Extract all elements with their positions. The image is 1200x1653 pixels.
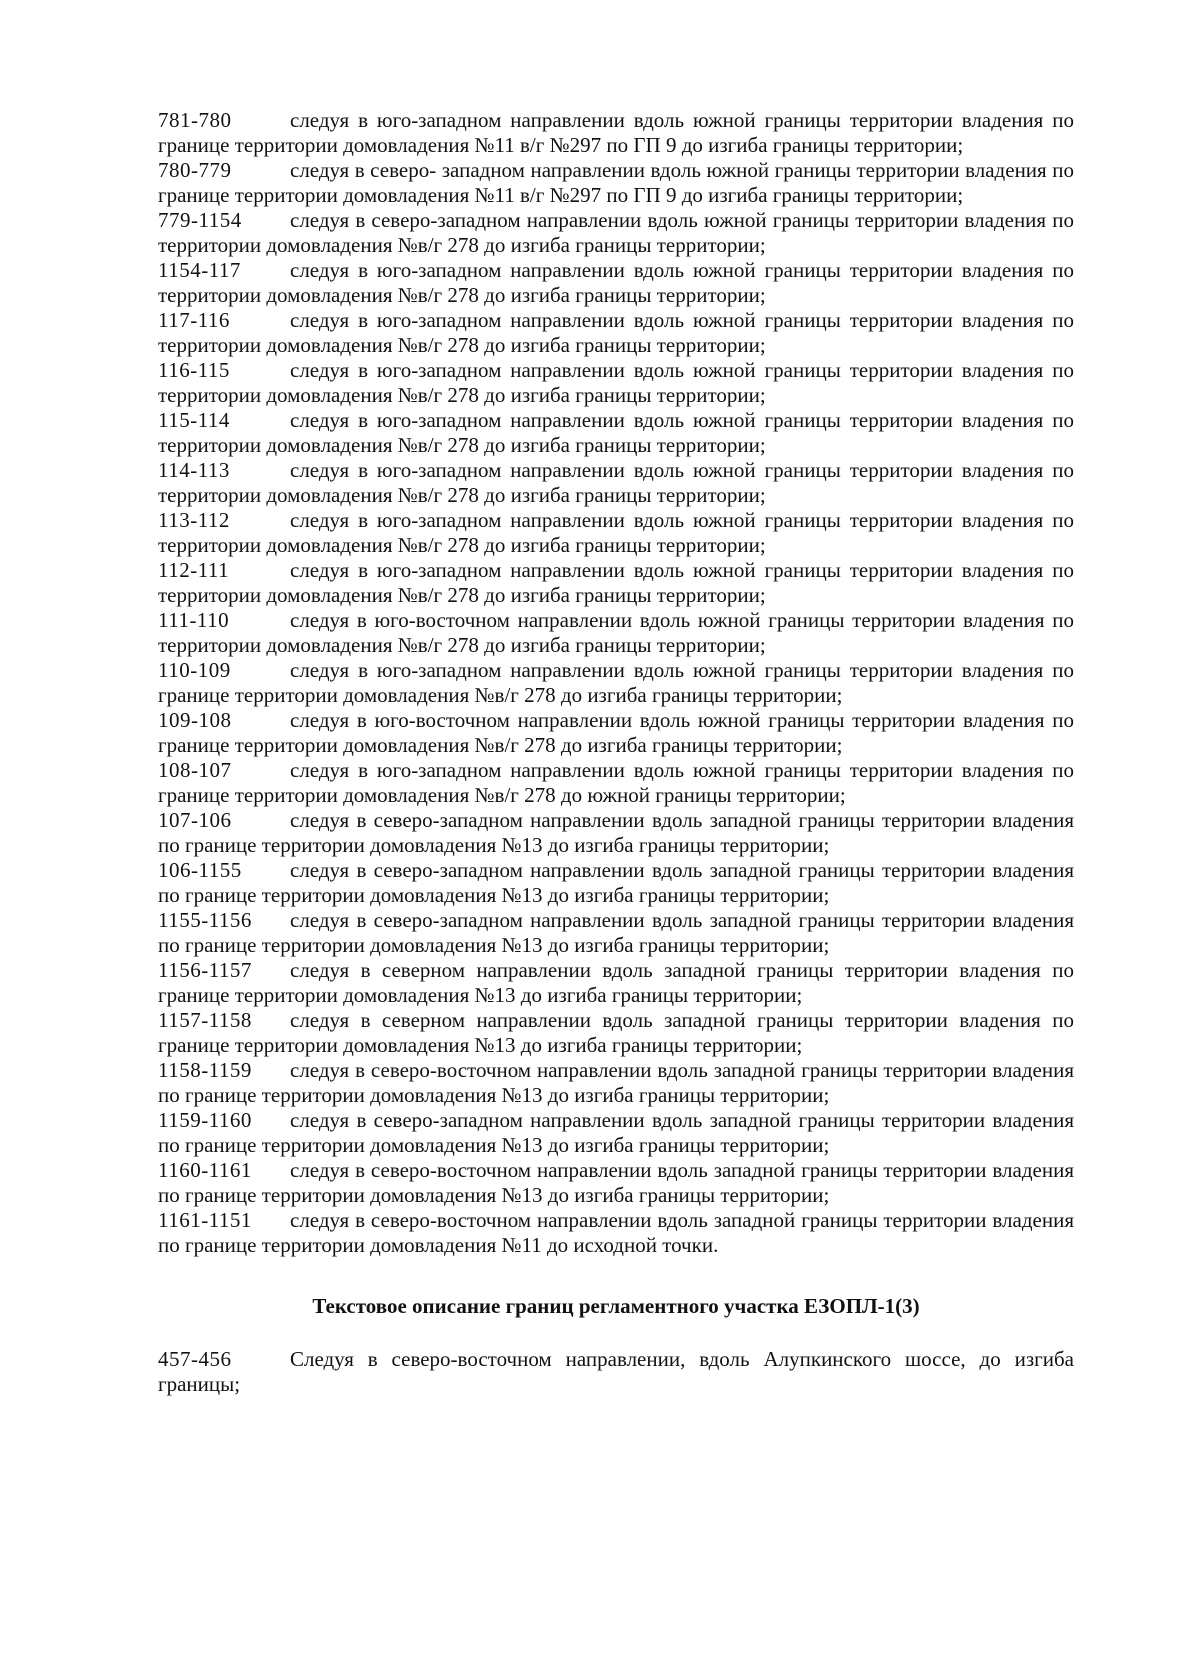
segment-code: 781-780 xyxy=(158,108,232,132)
segment-code: 113-112 xyxy=(158,508,230,532)
segment-description: следуя в юго-западном направлении вдоль южной границы территории владения по территории домовладения №в/г 278 до изгиба границы территории; xyxy=(158,458,1074,507)
entry-paragraph xyxy=(158,308,1074,358)
segment-description: следуя в юго-западном направлении вдоль южной границы территории владения по территории домовладения №в/г 278 до изгиба границы территории; xyxy=(158,258,1074,307)
boundary-entry xyxy=(158,358,1074,408)
boundary-entry xyxy=(158,1058,1074,1108)
segment-code: 116-115 xyxy=(158,358,230,382)
entry-paragraph xyxy=(158,808,1074,858)
segment-code: 1160-1161 xyxy=(158,1158,252,1182)
segment-description: следуя в северо-восточном направлении вдоль западной границы территории владения по границе территории домовладения №13 до изгиба границы территории; xyxy=(158,1158,1074,1207)
segment-description: следуя в юго-западном направлении вдоль южной границы территории владения по территории домовладения №в/г 278 до изгиба границы территории; xyxy=(158,408,1074,457)
boundary-entry xyxy=(158,1347,1074,1397)
entry-paragraph xyxy=(158,508,1074,558)
segment-description: следуя в северном направлении вдоль западной границы территории владения по границе территории домовладения №13 до изгиба границы территории; xyxy=(158,1008,1074,1057)
boundary-entry xyxy=(158,208,1074,258)
entry-paragraph xyxy=(158,708,1074,758)
entry-paragraph xyxy=(158,208,1074,258)
segment-description: следуя в юго-западном направлении вдоль южной границы территории владения по границе территории домовладения №11 в/г №297 по ГП 9 до изгиба границы территории; xyxy=(158,108,1074,157)
boundary-entry xyxy=(158,508,1074,558)
entry-paragraph xyxy=(158,658,1074,708)
boundary-entry xyxy=(158,908,1074,958)
entry-paragraph xyxy=(158,158,1074,208)
boundary-entry xyxy=(158,408,1074,458)
boundary-entry xyxy=(158,258,1074,308)
boundary-entry xyxy=(158,308,1074,358)
segment-description: следуя в северо-западном направлении вдоль западной границы территории владения по границе территории домовладения №13 до изгиба границы территории; xyxy=(158,908,1074,957)
entry-paragraph xyxy=(158,1108,1074,1158)
entry-paragraph xyxy=(158,758,1074,808)
segment-description: следуя в северо-западном направлении вдоль западной границы территории владения по границе территории домовладения №13 до изгиба границы территории; xyxy=(158,1108,1074,1157)
document-body xyxy=(158,108,1074,1397)
boundary-entry xyxy=(158,1008,1074,1058)
boundary-entries-list xyxy=(158,108,1074,1258)
entry-paragraph xyxy=(158,608,1074,658)
segment-description: следуя в северо-восточном направлении вдоль западной границы территории владения по границе территории домовладения №13 до изгиба границы территории; xyxy=(158,1058,1074,1107)
segment-code: 115-114 xyxy=(158,408,230,432)
segment-description: следуя в северо-восточном направлении вдоль западной границы территории владения по границе территории домовладения №11 до исходной точки. xyxy=(158,1208,1074,1257)
entry-paragraph xyxy=(158,1058,1074,1108)
entry-paragraph xyxy=(158,408,1074,458)
segment-code: 111-110 xyxy=(158,608,230,632)
segment-code: 1157-1158 xyxy=(158,1008,252,1032)
segment-code: 110-109 xyxy=(158,658,231,682)
boundary-entry xyxy=(158,958,1074,1008)
segment-description: следуя в юго-восточном направлении вдоль южной границы территории владения по границе территории домовладения №в/г 278 до изгиба границы территории; xyxy=(158,708,1074,757)
segment-description: следуя в северо-западном направлении вдоль западной границы территории владения по границе территории домовладения №13 до изгиба границы территории; xyxy=(158,858,1074,907)
boundary-entry xyxy=(158,758,1074,808)
entry-paragraph xyxy=(158,908,1074,958)
segment-code: 1161-1151 xyxy=(158,1208,252,1232)
segment-code: 1158-1159 xyxy=(158,1058,252,1082)
segment-code: 457-456 xyxy=(158,1347,232,1371)
segment-code: 780-779 xyxy=(158,158,232,182)
segment-code: 109-108 xyxy=(158,708,232,732)
segment-description: следуя в юго-восточном направлении вдоль южной границы территории владения по территории домовладения №в/г 278 до изгиба границы территории; xyxy=(158,608,1074,657)
segment-description: следуя в северо-западном направлении вдоль южной границы территории владения по территории домовладения №в/г 278 до изгиба границы территории; xyxy=(158,208,1074,257)
segment-code: 114-113 xyxy=(158,458,230,482)
entry-paragraph xyxy=(158,1158,1074,1208)
boundary-entry xyxy=(158,1208,1074,1258)
segment-code: 106-1155 xyxy=(158,858,242,882)
entry-paragraph xyxy=(158,558,1074,608)
segment-description: следуя в северо- западном направлении вдоль южной границы территории владения по границе территории домовладения №11 в/г №297 по ГП 9 до изгиба границы территории; xyxy=(158,158,1074,207)
segment-description: следуя в юго-западном направлении вдоль южной границы территории владения по границе территории домовладения №в/г 278 до южной границы территории; xyxy=(158,758,1074,807)
segment-description: следуя в юго-западном направлении вдоль южной границы территории владения по территории домовладения №в/г 278 до изгиба границы территории; xyxy=(158,508,1074,557)
boundary-entry xyxy=(158,158,1074,208)
boundary-entry xyxy=(158,108,1074,158)
section-entries-list xyxy=(158,1347,1074,1397)
boundary-entry xyxy=(158,808,1074,858)
segment-code: 1154-117 xyxy=(158,258,241,282)
segment-description: следуя в юго-западном направлении вдоль южной границы территории владения по территории домовладения №в/г 278 до изгиба границы территории; xyxy=(158,308,1074,357)
segment-code: 112-111 xyxy=(158,558,230,582)
segment-description: следуя в юго-западном направлении вдоль южной границы территории владения по границе территории домовладения №в/г 278 до изгиба границы территории; xyxy=(158,658,1074,707)
segment-code: 1156-1157 xyxy=(158,958,252,982)
segment-code: 107-106 xyxy=(158,808,232,832)
segment-code: 1159-1160 xyxy=(158,1108,252,1132)
entry-paragraph xyxy=(158,1208,1074,1258)
entry-paragraph xyxy=(158,458,1074,508)
boundary-entry xyxy=(158,458,1074,508)
entry-paragraph xyxy=(158,108,1074,158)
boundary-entry xyxy=(158,708,1074,758)
segment-description: Следуя в северо-восточном направлении, вдоль Алупкинского шоссе, до изгиба границы; xyxy=(158,1347,1074,1396)
boundary-entry xyxy=(158,858,1074,908)
segment-code: 117-116 xyxy=(158,308,230,332)
entry-paragraph xyxy=(158,858,1074,908)
entry-paragraph xyxy=(158,258,1074,308)
boundary-entry xyxy=(158,658,1074,708)
entry-paragraph xyxy=(158,1008,1074,1058)
boundary-entry xyxy=(158,558,1074,608)
segment-description: следуя в северном направлении вдоль западной границы территории владения по границе территории домовладения №13 до изгиба границы территории; xyxy=(158,958,1074,1007)
boundary-entry xyxy=(158,1158,1074,1208)
entry-paragraph xyxy=(158,358,1074,408)
segment-description: следуя в северо-западном направлении вдоль западной границы территории владения по границе территории домовладения №13 до изгиба границы территории; xyxy=(158,808,1074,857)
boundary-entry xyxy=(158,608,1074,658)
segment-code: 779-1154 xyxy=(158,208,242,232)
boundary-entry xyxy=(158,1108,1074,1158)
entry-paragraph xyxy=(158,1347,1074,1397)
segment-code: 1155-1156 xyxy=(158,908,252,932)
segment-code: 108-107 xyxy=(158,758,232,782)
segment-description: следуя в юго-западном направлении вдоль южной границы территории владения по территории домовладения №в/г 278 до изгиба границы территории; xyxy=(158,558,1074,607)
segment-description: следуя в юго-западном направлении вдоль южной границы территории владения по территории домовладения №в/г 278 до изгиба границы территории; xyxy=(158,358,1074,407)
entry-paragraph xyxy=(158,958,1074,1008)
section-heading: Текстовое описание границ регламентного участка ЕЗОПЛ-1(3) xyxy=(312,1294,920,1318)
